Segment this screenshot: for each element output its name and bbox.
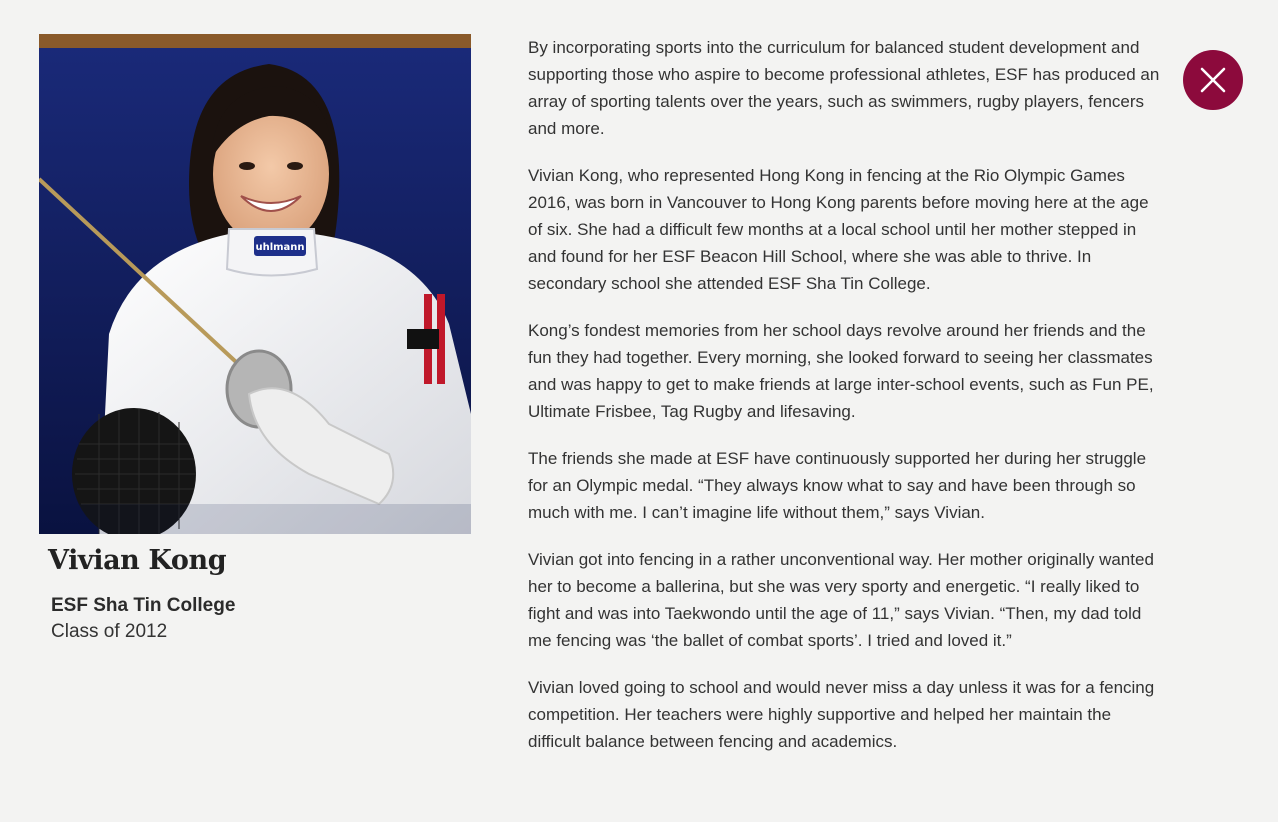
story-paragraph: Vivian got into fencing in a rather unconventional way. Her mother originally wanted her to become a ballerina, but she was very sporty and energetic. “I really liked to fight and was into Taekwondo until the age of 11,” says Vivian. “Then, my dad told me fencing was ‘the ballet of combat sports’. I tried and loved it.” <box>528 550 1154 650</box>
profile-school: ESF Sha Tin College <box>51 595 236 616</box>
profile-name: Vivian Kong <box>48 545 227 576</box>
profile-class-year: Class of 2012 <box>51 621 168 642</box>
story-body <box>528 34 1164 775</box>
uhlmann-badge-text: uhlmann <box>255 242 305 253</box>
story-paragraph: Kong’s fondest memories from her school days revolve around her friends and the fun they had together. Every morning, she looked forward to seeing her classmates and was happy to get to make friends at large inter-school events, such as Fun PE, Ultimate Frisbee, Tag Rugby and lifesaving. <box>528 321 1154 421</box>
story-paragraph: By incorporating sports into the curriculum for balanced student development and supporting those who aspire to become professional athletes, ESF has produced an array of sporting talents over the years, such as swimmers, rugby players, fencers and more. <box>528 38 1160 138</box>
story-paragraph: Vivian loved going to school and would never miss a day unless it was for a fencing competition. Her teachers were highly supportive and helped her maintain the difficult balance between fencing and academics. <box>528 678 1155 751</box>
story-paragraph: Vivian Kong, who represented Hong Kong in fencing at the Rio Olympic Games 2016, was born in Vancouver to Hong Kong parents before moving here at the age of six. She had a difficult few months at a local school until her mother stepped in and found for her ESF Beacon Hill School, where she was able to thrive. In secondary school she attended ESF Sha Tin College. <box>528 166 1149 293</box>
close-button[interactable] <box>1183 50 1243 110</box>
profile-photo <box>39 34 471 534</box>
close-icon <box>1200 67 1226 93</box>
story-paragraph: The friends she made at ESF have continuously supported her during her struggle for an Olympic medal. “They always know what to say and have been through so much with me. I can’t imagine life without them,” says Vivian. <box>528 449 1147 522</box>
